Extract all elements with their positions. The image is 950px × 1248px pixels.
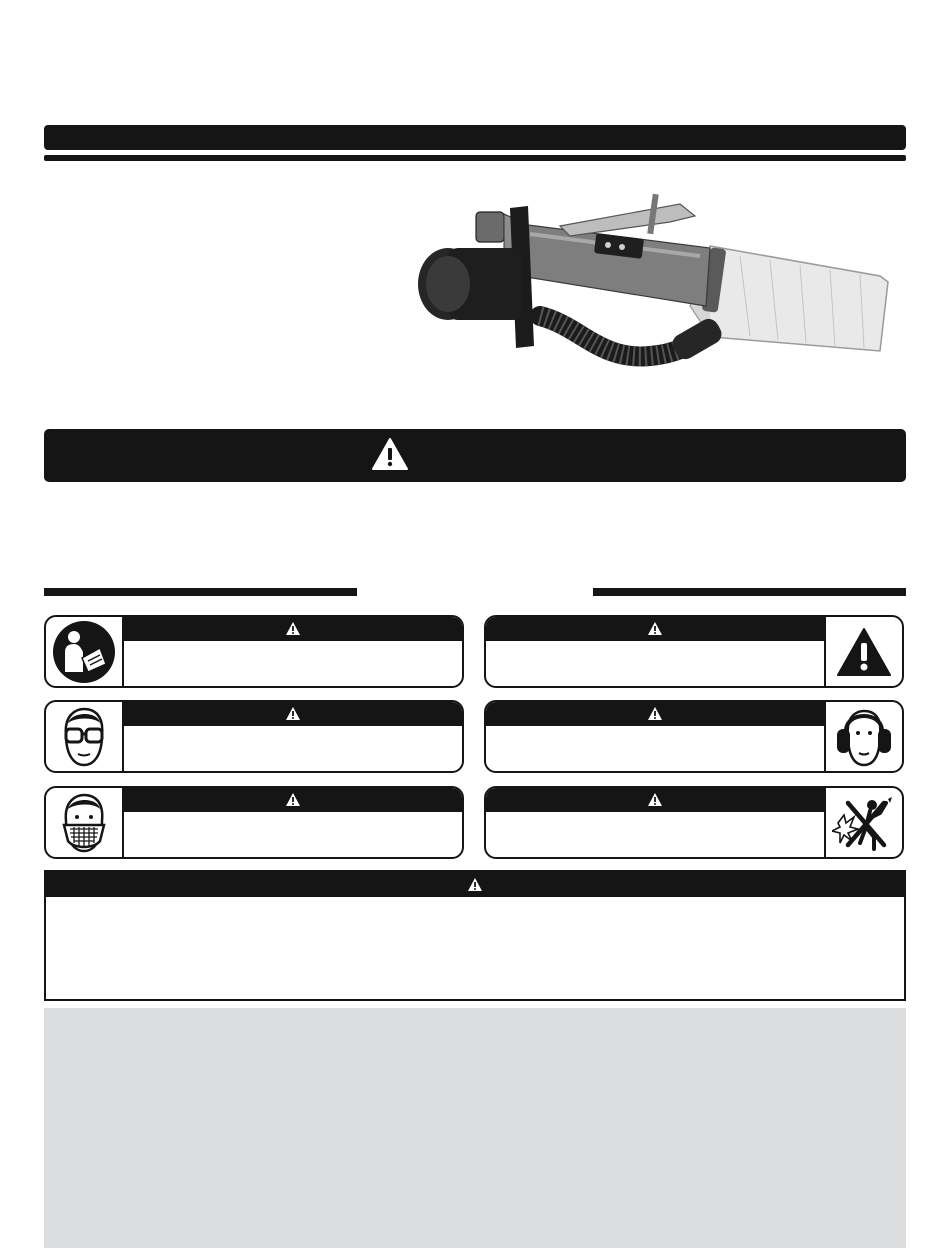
safety-card-general-caution <box>484 615 904 688</box>
section-rule-left <box>44 588 357 596</box>
header-rule <box>44 155 906 161</box>
warning-banner <box>44 429 906 482</box>
safety-card-explosion-hazard <box>484 786 904 859</box>
info-panel <box>44 1008 906 1248</box>
safety-card-eye-protection <box>44 700 464 773</box>
safety-card-hearing-protection <box>484 700 904 773</box>
safety-card-read-manual <box>44 615 464 688</box>
warning-box <box>44 870 906 1001</box>
section-header-bar <box>44 125 906 150</box>
product-image <box>410 186 900 401</box>
section-rule-right <box>593 588 906 596</box>
safety-card-respiratory-protection <box>44 786 464 859</box>
warning-triangle-icon <box>371 437 409 476</box>
